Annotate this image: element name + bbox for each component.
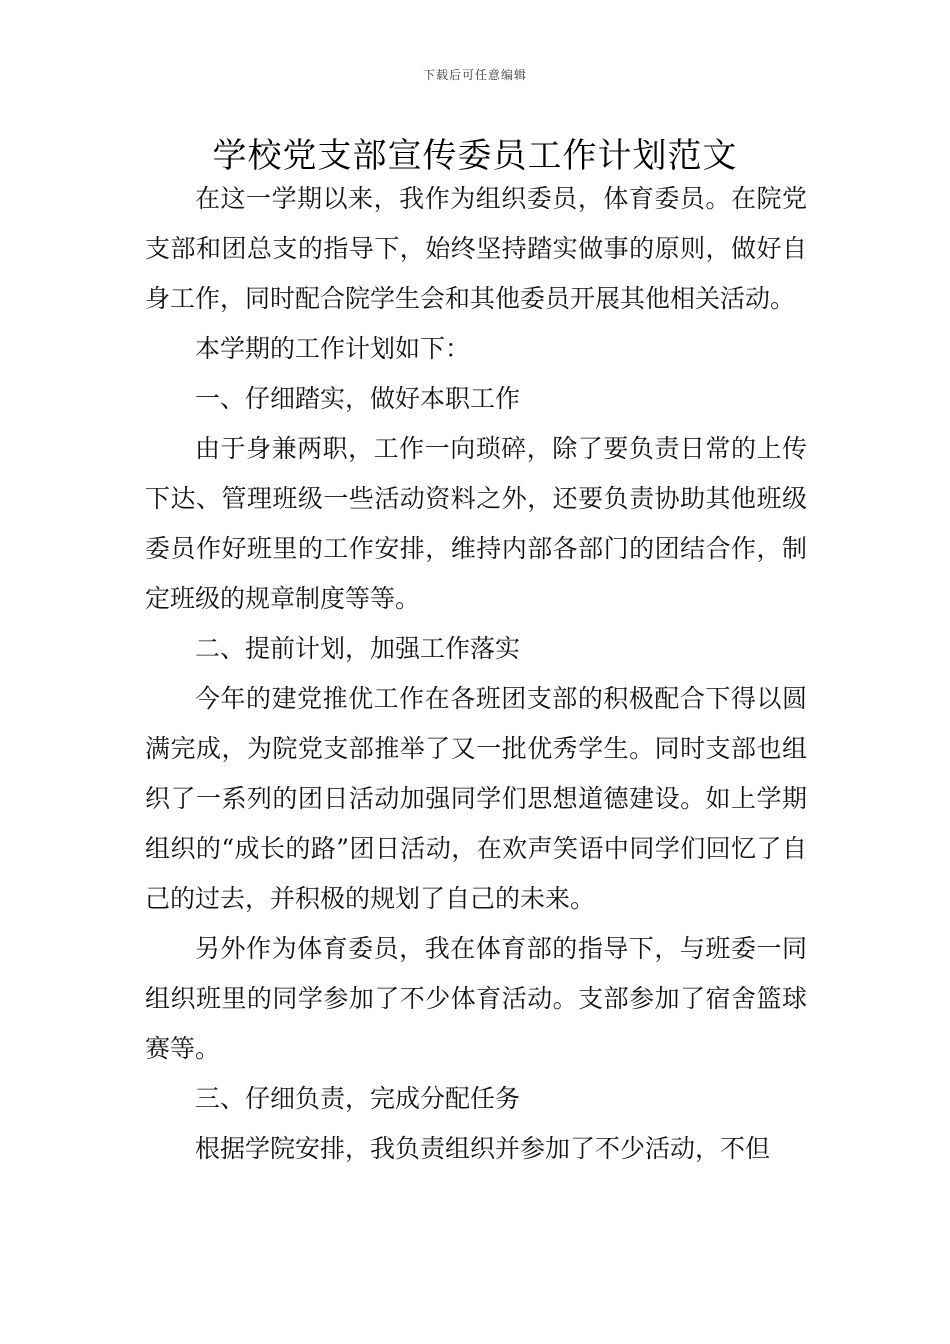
section-heading-1: 一、仔细踏实，做好本职工作 (195, 384, 521, 413)
section-heading-3: 三、仔细负责，完成分配任务 (195, 1084, 521, 1113)
paragraph-section-2a: 今年的建党推优工作在各班团支部的积极配合下得以圆满完成，为院党支部推举了又一批优秀学生。同时支部也组织了一系列的团日活动加强同学们思想道德建设。如上学期组织的“成长的路”团日活动，在欢声笑语中同学们回忆了自己的过去，并积极的规划了自己的未来。 (145, 684, 807, 913)
paragraph-plan-lead: 本学期的工作计划如下： (195, 334, 471, 363)
paragraph-intro: 在这一学期以来，我作为组织委员，体育委员。在院党支部和团总支的指导下，始终坚持踏实做事的原则，做好自身工作，同时配合院学生会和其他委员开展其他相关活动。 (145, 184, 807, 313)
paragraph-section-2b: 另外作为体育委员，我在体育部的指导下，与班委一同组织班里的同学参加了不少体育活动。支部参加了宿舍篮球赛等。 (145, 934, 807, 1063)
document-title: 学校党支部宣传委员工作计划范文 (212, 136, 738, 176)
paragraph-section-1: 由于身兼两职，工作一向琐碎，除了要负责日常的上传下达、管理班级一些活动资料之外，还要负责协助其他班级委员作好班里的工作安排，维持内部各部门的团结合作，制定班级的规章制度等等。 (145, 434, 807, 613)
section-heading-2: 二、提前计划，加强工作落实 (195, 634, 521, 663)
paragraph-section-3: 根据学院安排，我负责组织并参加了不少活动，不但 (195, 1134, 771, 1163)
header-note: 下载后可任意编辑 (422, 68, 527, 82)
document-body (145, 174, 807, 1174)
